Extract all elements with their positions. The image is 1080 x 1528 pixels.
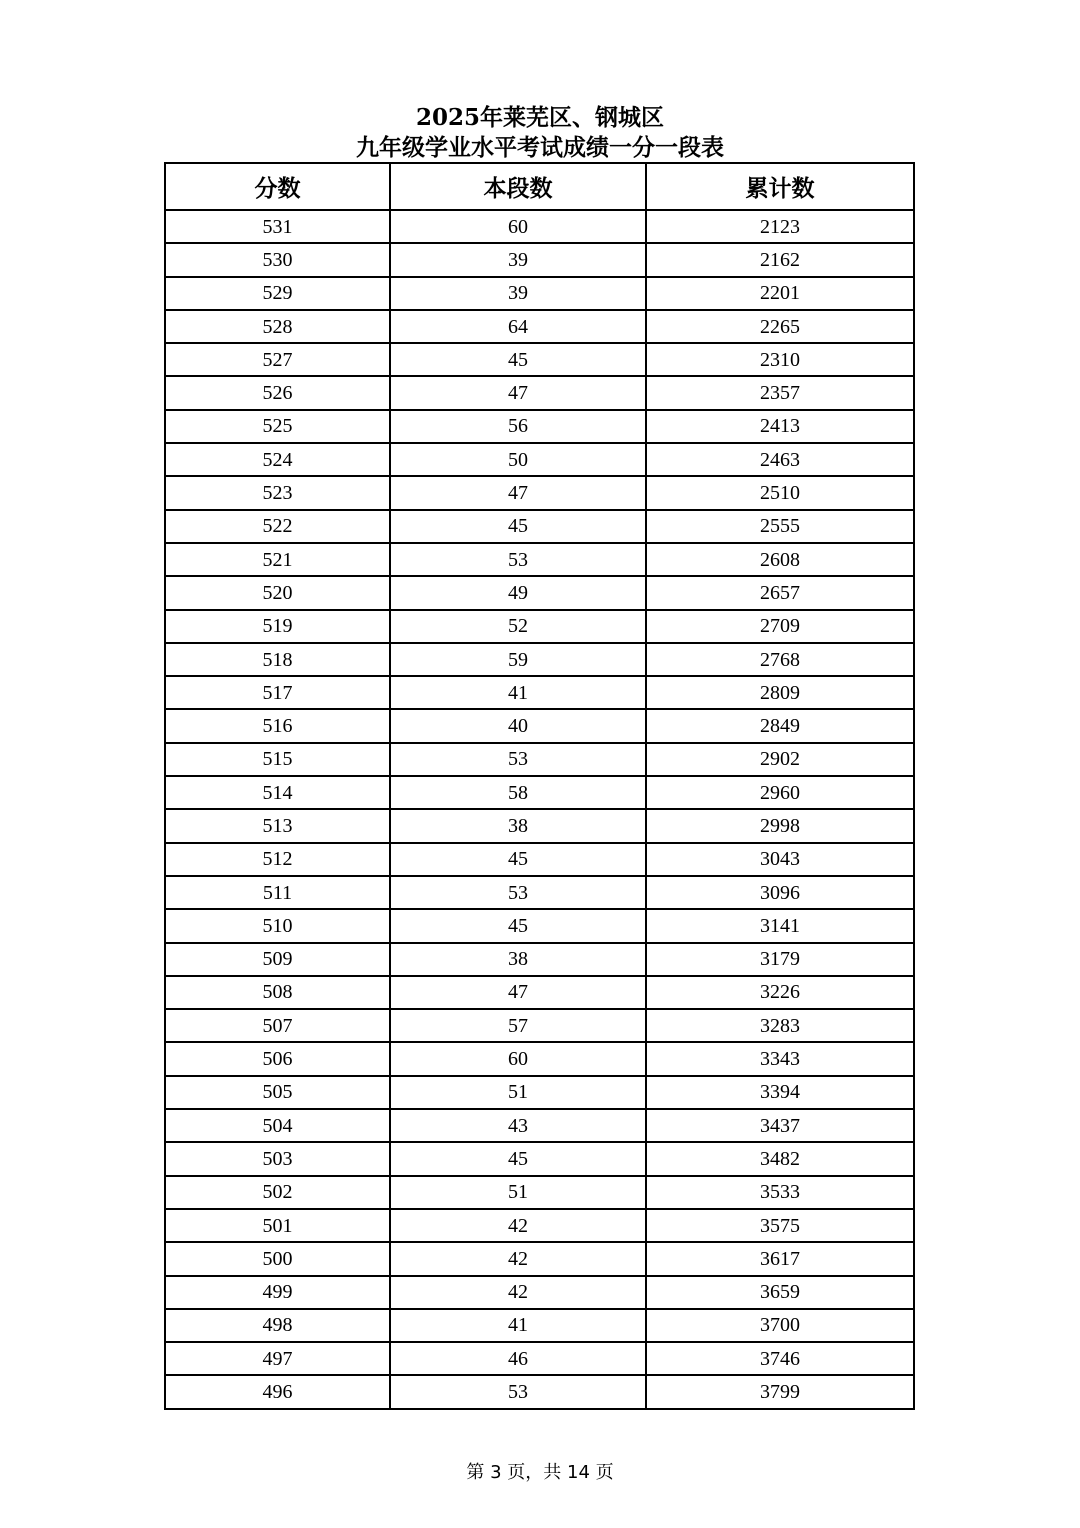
segment-count-cell: 51: [390, 1076, 646, 1109]
header-segment-count: 本段数: [390, 163, 646, 210]
score-cell: 526: [165, 376, 390, 409]
table-row: [165, 1342, 914, 1375]
score-cell: 496: [165, 1375, 390, 1408]
score-cell: 528: [165, 310, 390, 343]
segment-count-cell: 51: [390, 1176, 646, 1209]
table-row: [165, 543, 914, 576]
cumulative-count-cell: 2608: [646, 543, 914, 576]
segment-count-cell: 47: [390, 476, 646, 509]
segment-count-cell: 53: [390, 743, 646, 776]
segment-count-cell: 38: [390, 943, 646, 976]
table-row: [165, 1242, 914, 1275]
score-distribution-table: [164, 162, 915, 1410]
table-row: [165, 743, 914, 776]
segment-count-cell: 39: [390, 277, 646, 310]
score-cell: 525: [165, 410, 390, 443]
score-cell: 530: [165, 243, 390, 276]
cumulative-count-cell: 2510: [646, 476, 914, 509]
score-cell: 504: [165, 1109, 390, 1142]
table-row: [165, 876, 914, 909]
segment-count-cell: 59: [390, 643, 646, 676]
segment-count-cell: 50: [390, 443, 646, 476]
cumulative-count-cell: 3394: [646, 1076, 914, 1109]
score-cell: 513: [165, 809, 390, 842]
cumulative-count-cell: 3437: [646, 1109, 914, 1142]
score-cell: 503: [165, 1142, 390, 1175]
table-row: [165, 610, 914, 643]
table-row: [165, 1076, 914, 1109]
score-cell: 500: [165, 1242, 390, 1275]
score-cell: 497: [165, 1342, 390, 1375]
segment-count-cell: 45: [390, 1142, 646, 1175]
table-row: [165, 443, 914, 476]
table-row: [165, 1109, 914, 1142]
table-row: [165, 709, 914, 742]
score-cell: 506: [165, 1042, 390, 1075]
cumulative-count-cell: 2960: [646, 776, 914, 809]
segment-count-cell: 58: [390, 776, 646, 809]
score-cell: 524: [165, 443, 390, 476]
cumulative-count-cell: 3746: [646, 1342, 914, 1375]
cumulative-count-cell: 2902: [646, 743, 914, 776]
segment-count-cell: 45: [390, 843, 646, 876]
cumulative-count-cell: 2555: [646, 510, 914, 543]
cumulative-count-cell: 2998: [646, 809, 914, 842]
table-row: [165, 1042, 914, 1075]
segment-count-cell: 53: [390, 543, 646, 576]
table-row: [165, 343, 914, 376]
cumulative-count-cell: 2265: [646, 310, 914, 343]
segment-count-cell: 43: [390, 1109, 646, 1142]
cumulative-count-cell: 2310: [646, 343, 914, 376]
score-cell: 529: [165, 277, 390, 310]
score-cell: 509: [165, 943, 390, 976]
score-cell: 517: [165, 676, 390, 709]
segment-count-cell: 38: [390, 809, 646, 842]
cumulative-count-cell: 2809: [646, 676, 914, 709]
table-body: [165, 210, 914, 1409]
score-cell: 510: [165, 909, 390, 942]
cumulative-count-cell: 3575: [646, 1209, 914, 1242]
cumulative-count-cell: 3659: [646, 1276, 914, 1309]
segment-count-cell: 60: [390, 1042, 646, 1075]
table-row: [165, 1375, 914, 1408]
segment-count-cell: 45: [390, 909, 646, 942]
table-row: [165, 843, 914, 876]
segment-count-cell: 45: [390, 510, 646, 543]
segment-count-cell: 41: [390, 1309, 646, 1342]
document-title-line2: 九年级学业水平考试成绩一分一段表: [356, 134, 724, 161]
header-score: 分数: [165, 163, 390, 210]
table-row: [165, 576, 914, 609]
score-cell: 498: [165, 1309, 390, 1342]
table-row: [165, 776, 914, 809]
table-row: [165, 277, 914, 310]
segment-count-cell: 57: [390, 1009, 646, 1042]
table-header-row: [165, 163, 914, 210]
segment-count-cell: 39: [390, 243, 646, 276]
segment-count-cell: 49: [390, 576, 646, 609]
cumulative-count-cell: 3799: [646, 1375, 914, 1408]
cumulative-count-cell: 3096: [646, 876, 914, 909]
cumulative-count-cell: 3141: [646, 909, 914, 942]
table-row: [165, 676, 914, 709]
cumulative-count-cell: 2849: [646, 709, 914, 742]
cumulative-count-cell: 3043: [646, 843, 914, 876]
score-cell: 501: [165, 1209, 390, 1242]
table-row: [165, 410, 914, 443]
cumulative-count-cell: 2162: [646, 243, 914, 276]
table-row: [165, 909, 914, 942]
score-cell: 512: [165, 843, 390, 876]
cumulative-count-cell: 3482: [646, 1142, 914, 1175]
cumulative-count-cell: 3283: [646, 1009, 914, 1042]
table-row: [165, 1276, 914, 1309]
segment-count-cell: 47: [390, 976, 646, 1009]
segment-count-cell: 41: [390, 676, 646, 709]
table-row: [165, 476, 914, 509]
cumulative-count-cell: 3700: [646, 1309, 914, 1342]
cumulative-count-cell: 2123: [646, 210, 914, 243]
score-cell: 522: [165, 510, 390, 543]
cumulative-count-cell: 2709: [646, 610, 914, 643]
score-cell: 520: [165, 576, 390, 609]
score-cell: 523: [165, 476, 390, 509]
segment-count-cell: 42: [390, 1276, 646, 1309]
page-number: 第 3 页，共 14 页: [466, 1462, 614, 1483]
header-cumulative-count: 累计数: [646, 163, 914, 210]
table-row: [165, 1309, 914, 1342]
segment-count-cell: 52: [390, 610, 646, 643]
score-cell: 499: [165, 1276, 390, 1309]
table-row: [165, 643, 914, 676]
table-row: [165, 943, 914, 976]
score-cell: 515: [165, 743, 390, 776]
score-cell: 519: [165, 610, 390, 643]
segment-count-cell: 47: [390, 376, 646, 409]
table-row: [165, 210, 914, 243]
table-row: [165, 376, 914, 409]
segment-count-cell: 46: [390, 1342, 646, 1375]
segment-count-cell: 64: [390, 310, 646, 343]
cumulative-count-cell: 2657: [646, 576, 914, 609]
table-row: [165, 1176, 914, 1209]
cumulative-count-cell: 2201: [646, 277, 914, 310]
document-title-line1: 2025年莱芜区、钢城区: [415, 104, 664, 131]
score-cell: 531: [165, 210, 390, 243]
cumulative-count-cell: 3226: [646, 976, 914, 1009]
table-row: [165, 1142, 914, 1175]
segment-count-cell: 45: [390, 343, 646, 376]
table-row: [165, 809, 914, 842]
cumulative-count-cell: 3533: [646, 1176, 914, 1209]
table-row: [165, 1209, 914, 1242]
segment-count-cell: 53: [390, 1375, 646, 1408]
cumulative-count-cell: 3343: [646, 1042, 914, 1075]
segment-count-cell: 42: [390, 1209, 646, 1242]
segment-count-cell: 60: [390, 210, 646, 243]
table-row: [165, 243, 914, 276]
score-cell: 511: [165, 876, 390, 909]
cumulative-count-cell: 2413: [646, 410, 914, 443]
cumulative-count-cell: 2768: [646, 643, 914, 676]
segment-count-cell: 42: [390, 1242, 646, 1275]
score-cell: 507: [165, 1009, 390, 1042]
segment-count-cell: 40: [390, 709, 646, 742]
score-cell: 502: [165, 1176, 390, 1209]
cumulative-count-cell: 2357: [646, 376, 914, 409]
cumulative-count-cell: 3179: [646, 943, 914, 976]
score-cell: 516: [165, 709, 390, 742]
score-cell: 521: [165, 543, 390, 576]
table-row: [165, 976, 914, 1009]
cumulative-count-cell: 2463: [646, 443, 914, 476]
table-row: [165, 510, 914, 543]
table-row: [165, 1009, 914, 1042]
score-cell: 518: [165, 643, 390, 676]
score-cell: 508: [165, 976, 390, 1009]
table-row: [165, 310, 914, 343]
cumulative-count-cell: 3617: [646, 1242, 914, 1275]
segment-count-cell: 56: [390, 410, 646, 443]
score-cell: 514: [165, 776, 390, 809]
score-cell: 527: [165, 343, 390, 376]
score-cell: 505: [165, 1076, 390, 1109]
segment-count-cell: 53: [390, 876, 646, 909]
